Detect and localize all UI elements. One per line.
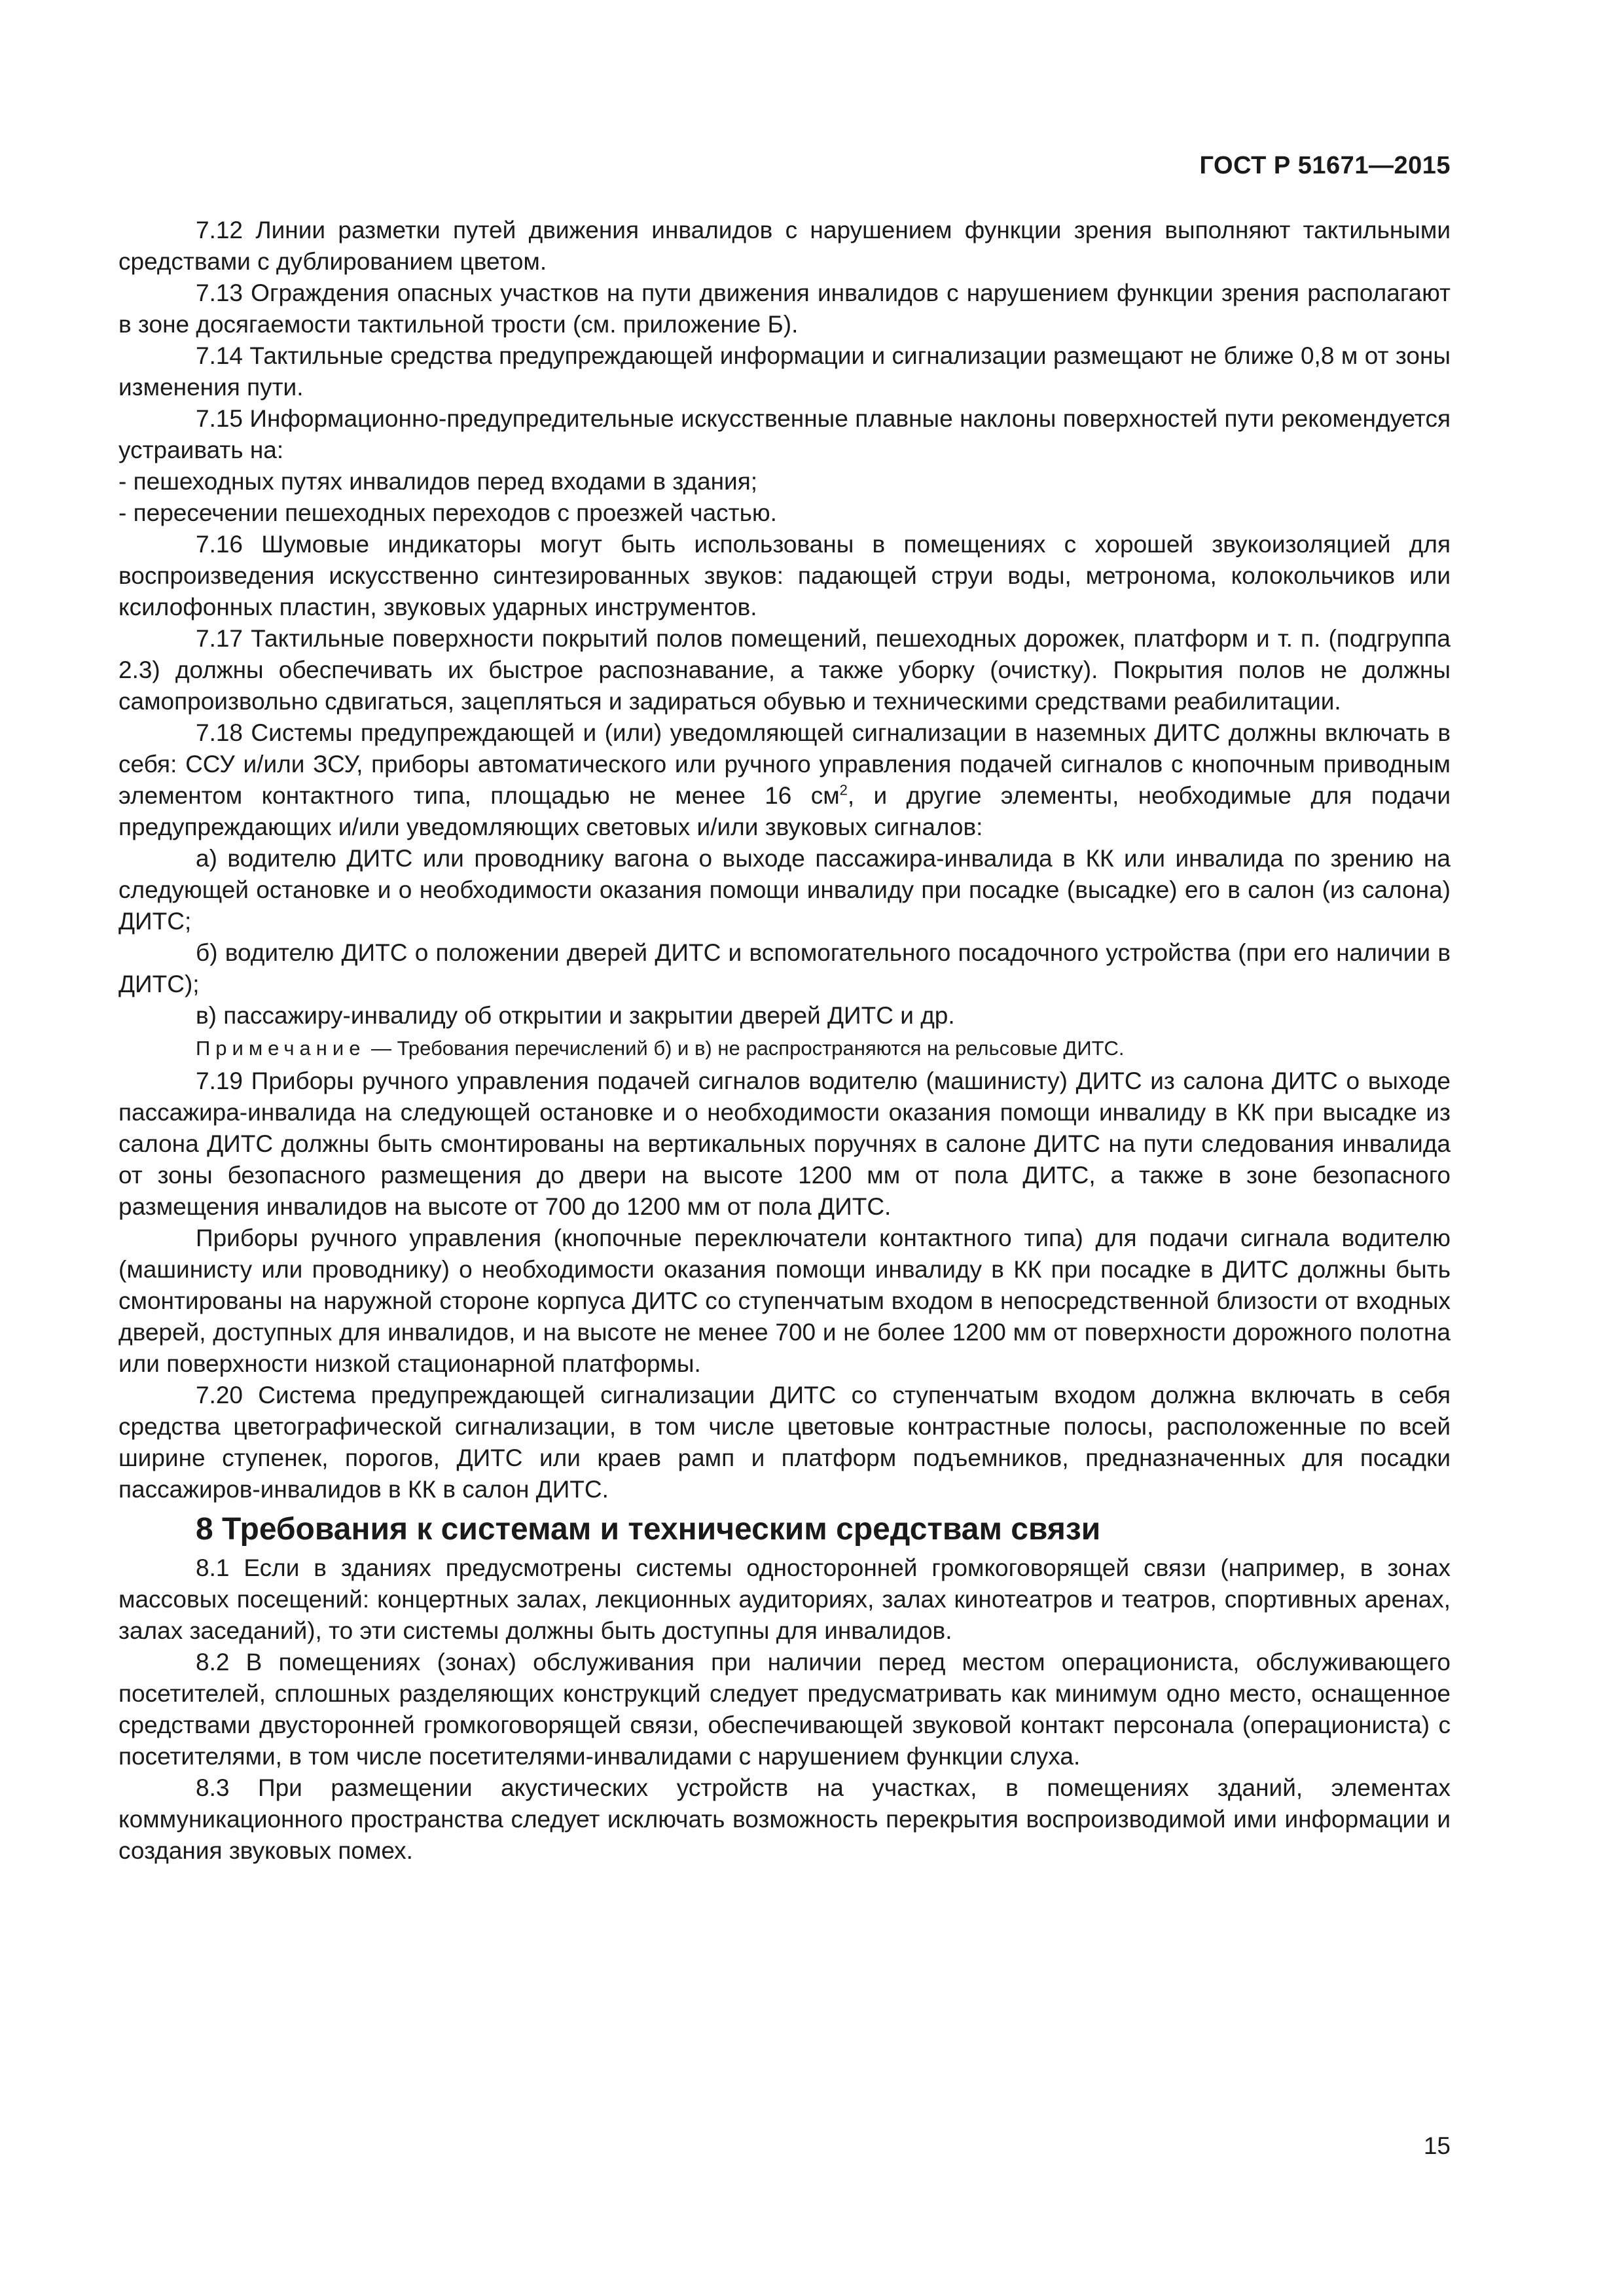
page-number: 15 (1423, 2132, 1451, 2159)
paragraph-7-20: 7.20 Система предупреждающей сигнализации ДИТС со ступенчатым входом должна включать в себя средства цветографической сигнализации, в том числе цветовые контрастные полосы, расположенные по всей ширине ступенек, порогов, ДИТС или краев рамп и платформ подъемников, предназначенных для посадки пассажиров-инвалидов в КК в салон ДИТС. (118, 1382, 1451, 1503)
page-content (118, 215, 1451, 1867)
paragraph-7-19-continued: Приборы ручного управления (кнопочные переключатели контактного типа) для подачи сигнала водителю (машинисту или проводнику) о необходимости оказания помощи инвалиду в КК при посадке в ДИТС должны быть смонтированы на наружной стороне корпуса ДИТС со ступенчатым входом в непосредственной близости от входных дверей, доступных для инвалидов, и на высоте не менее 700 и не более 1200 мм от поверхности дорожного полотна или поверхности низкой стационарной платформы. (118, 1225, 1451, 1377)
paragraph-8-3: 8.3 При размещении акустических устройств на участках, в помещениях зданий, элементах коммуникационного пространства следует исключать возможность перекрытия воспроизводимой ими информации и создания звуковых помех. (118, 1774, 1451, 1864)
paragraph-7-13: 7.13 Ограждения опасных участков на пути движения инвалидов с нарушением функции зрения располагают в зоне досягаемости тактильной трости (см. приложение Б). (118, 279, 1451, 338)
superscript-2: 2 (839, 781, 848, 798)
paragraph-7-18 (118, 717, 1451, 843)
paragraph-7-19: 7.19 Приборы ручного управления подачей сигналов водителю (машинисту) ДИТС из салона ДИТС о выходе пассажира-инвалида на следующей остановке и о необходимости оказания помощи инвалиду в КК при высадке из салона ДИТС должны быть смонтированы на вертикальных поручнях в салоне ДИТС на пути следования инвалида от зоны безопасного размещения до двери на высоте 1200 мм от пола ДИТС, а также в зоне безопасного размещения инвалидов на высоте от 700 до 1200 мм от пола ДИТС. (118, 1067, 1451, 1220)
paragraph-7-18-text-1: 7.18 Системы предупреждающей и (или) уведомляющей сигнализации в наземных ДИТС должны включать в себя: ССУ и/или ЗСУ, приборы автоматического или ручного управления подачей сигналов с кнопочным приводным элементом контактного типа, площадью не менее 16 см (118, 719, 1451, 809)
paragraph-7-17: 7.17 Тактильные поверхности покрытий полов помещений, пешеходных дорожек, платформ и т. п. (подгруппа 2.3) должны обеспечивать их быстрое распознавание, а также уборку (очистку). Покрытия полов не должны самопроизвольно сдвигаться, зацепляться и задираться обувью и техническими средствами реабилитации. (118, 625, 1451, 715)
paragraph-7-14: 7.14 Тактильные средства предупреждающей информации и сигнализации размещают не ближе 0,8 м от зоны изменения пути. (118, 342, 1451, 401)
section-8-heading: 8 Требования к системам и техническим средствам связи (196, 1512, 1101, 1547)
list-item-7-18-a: а) водителю ДИТС или проводнику вагона о выходе пассажира-инвалида в КК или инвалида по зрению на следующей остановке и о необходимости оказания помощи инвалиду при посадке (высадке) его в салон (из салона) ДИТС; (118, 845, 1451, 935)
document-code-header: ГОСТ Р 51671—2015 (1199, 152, 1451, 179)
list-item-7-18-b: б) водителю ДИТС о положении дверей ДИТС и вспомогательного посадочного устройства (при его наличии в ДИТС); (118, 939, 1451, 997)
paragraph-7-18-text-2: , и другие элементы, необходимые для подачи предупреждающих и/или уведомляющих световых и/или звуковых сигналов: (118, 782, 1451, 840)
document-page (118, 0, 1451, 2296)
note-text: — Требования перечислений б) и в) не распространяются на рельсовые ДИТС. (365, 1037, 1125, 1060)
list-item-7-18-c: в) пассажиру-инвалиду об открытии и закрытии дверей ДИТС и др. (196, 1002, 955, 1029)
list-item-7-15-2: - пересечении пешеходных переходов с проезжей частью. (118, 499, 777, 526)
note-label: Примечание (196, 1037, 366, 1060)
paragraph-8-1: 8.1 Если в зданиях предусмотрены системы односторонней громкоговорящей связи (например, в зонах массовых посещений: концертных залах, лекционных аудиториях, залах кинотеатров и театров, спортивных аренах, залах заседаний), то эти системы должны быть доступны для инвалидов. (118, 1554, 1451, 1644)
paragraph-7-16: 7.16 Шумовые индикаторы могут быть использованы в помещениях с хорошей звукоизоляцией для воспроизведения искусственно синтезированных звуков: падающей струи воды, метронома, колокольчиков или ксилофонных пластин, звуковых ударных инструментов. (118, 531, 1451, 620)
list-item-7-15-1: - пешеходных путях инвалидов перед входами в здания; (118, 468, 758, 495)
note (118, 1031, 1451, 1066)
paragraph-8-2: 8.2 В помещениях (зонах) обслуживания при наличии перед местом операциониста, обслуживающего посетителей, сплошных разделяющих конструкций следует предусматривать как минимум одно место, оснащенное средствами двусторонней громкоговорящей связи, обеспечивающей звуковой контакт персонала (операциониста) с посетителями, в том числе посетителями-инвалидами с нарушением функции слуха. (118, 1649, 1451, 1770)
paragraph-7-12: 7.12 Линии разметки путей движения инвалидов с нарушением функции зрения выполняют тактильными средствами с дублированием цветом. (118, 217, 1451, 275)
paragraph-7-15: 7.15 Информационно-предупредительные искусственные плавные наклоны поверхностей пути рекомендуется устраивать на: (118, 405, 1451, 463)
